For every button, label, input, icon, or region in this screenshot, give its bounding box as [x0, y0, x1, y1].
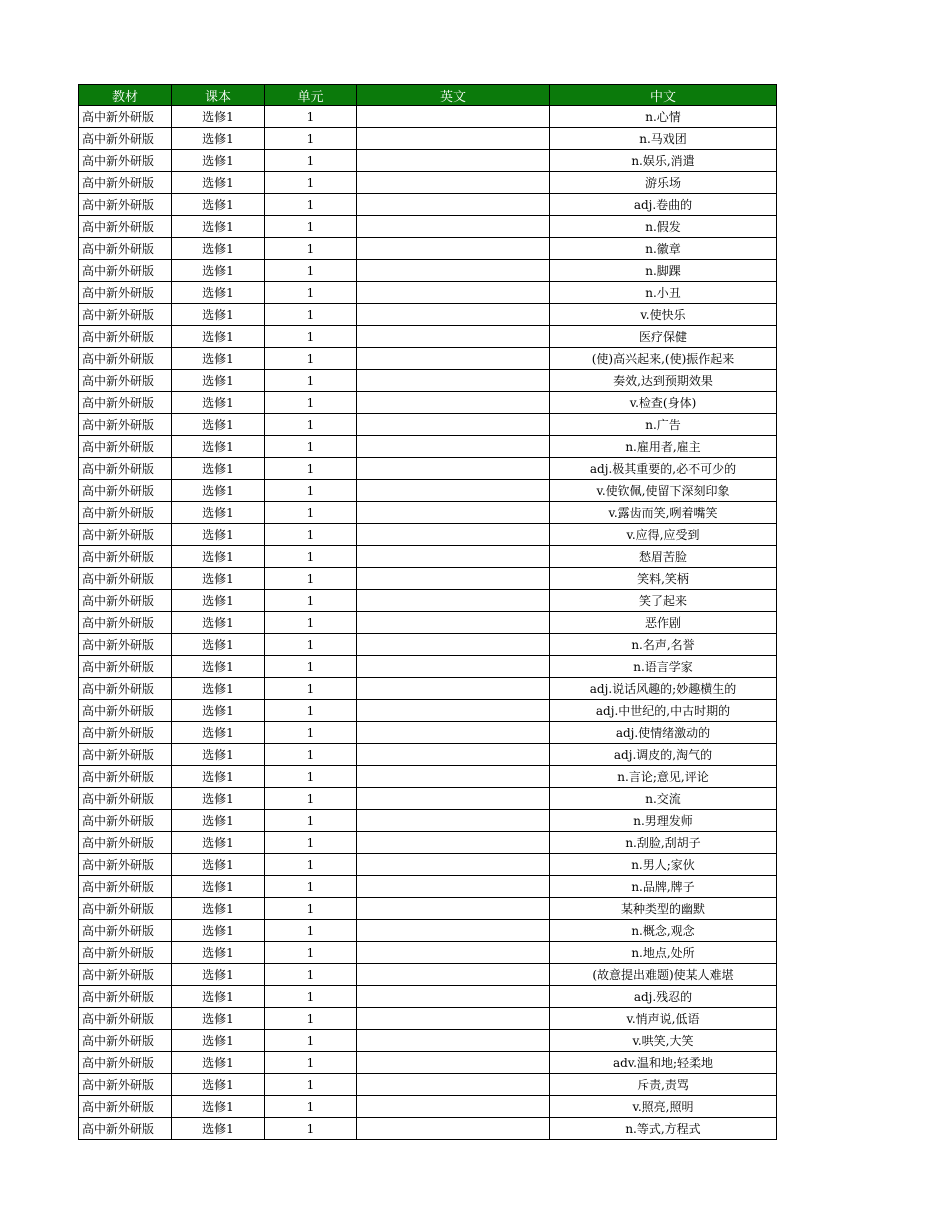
table-row [79, 502, 777, 524]
textbook-cell: 高中新外研版 [79, 942, 172, 964]
chinese-cell: 某种类型的幽默 [550, 898, 777, 920]
table-row [79, 194, 777, 216]
book-cell: 选修1 [172, 964, 265, 986]
unit-cell: 1 [265, 810, 357, 832]
textbook-cell: 高中新外研版 [79, 502, 172, 524]
book-cell: 选修1 [172, 920, 265, 942]
table-row [79, 876, 777, 898]
book-cell: 选修1 [172, 304, 265, 326]
chinese-cell: adj.说话风趣的;妙趣横生的 [550, 678, 777, 700]
textbook-cell: 高中新外研版 [79, 810, 172, 832]
english-cell [357, 282, 550, 304]
vocabulary-table [78, 84, 777, 1140]
table-row [79, 216, 777, 238]
chinese-cell: n.小丑 [550, 282, 777, 304]
textbook-cell: 高中新外研版 [79, 722, 172, 744]
chinese-cell: n.名声,名誉 [550, 634, 777, 656]
english-cell [357, 1008, 550, 1030]
book-cell: 选修1 [172, 216, 265, 238]
textbook-cell: 高中新外研版 [79, 414, 172, 436]
unit-cell: 1 [265, 1096, 357, 1118]
table-row [79, 282, 777, 304]
header-english: 英文 [357, 85, 550, 106]
textbook-cell: 高中新外研版 [79, 876, 172, 898]
table-row [79, 1030, 777, 1052]
chinese-cell: n.刮脸,刮胡子 [550, 832, 777, 854]
book-cell: 选修1 [172, 502, 265, 524]
english-cell [357, 106, 550, 128]
table-row [79, 304, 777, 326]
table-row [79, 1096, 777, 1118]
chinese-cell: adj.使情绪激动的 [550, 722, 777, 744]
unit-cell: 1 [265, 150, 357, 172]
unit-cell: 1 [265, 722, 357, 744]
table-row [79, 524, 777, 546]
chinese-cell: n.娱乐,消遣 [550, 150, 777, 172]
textbook-cell: 高中新外研版 [79, 986, 172, 1008]
chinese-cell: n.地点,处所 [550, 942, 777, 964]
textbook-cell: 高中新外研版 [79, 304, 172, 326]
unit-cell: 1 [265, 1074, 357, 1096]
header-book: 课本 [172, 85, 265, 106]
unit-cell: 1 [265, 260, 357, 282]
textbook-cell: 高中新外研版 [79, 568, 172, 590]
table-row [79, 722, 777, 744]
header-unit: 单元 [265, 85, 357, 106]
table-row [79, 128, 777, 150]
textbook-cell: 高中新外研版 [79, 392, 172, 414]
english-cell [357, 1096, 550, 1118]
chinese-cell: n.概念,观念 [550, 920, 777, 942]
table-row [79, 656, 777, 678]
book-cell: 选修1 [172, 854, 265, 876]
book-cell: 选修1 [172, 128, 265, 150]
textbook-cell: 高中新外研版 [79, 524, 172, 546]
table-row [79, 370, 777, 392]
book-cell: 选修1 [172, 810, 265, 832]
chinese-cell: v.悄声说,低语 [550, 1008, 777, 1030]
english-cell [357, 700, 550, 722]
table-row [79, 1118, 777, 1140]
book-cell: 选修1 [172, 436, 265, 458]
book-cell: 选修1 [172, 656, 265, 678]
book-cell: 选修1 [172, 480, 265, 502]
textbook-cell: 高中新外研版 [79, 436, 172, 458]
book-cell: 选修1 [172, 678, 265, 700]
unit-cell: 1 [265, 546, 357, 568]
book-cell: 选修1 [172, 1118, 265, 1140]
book-cell: 选修1 [172, 1052, 265, 1074]
textbook-cell: 高中新外研版 [79, 766, 172, 788]
unit-cell: 1 [265, 920, 357, 942]
book-cell: 选修1 [172, 898, 265, 920]
chinese-cell: 笑料,笑柄 [550, 568, 777, 590]
table-row [79, 788, 777, 810]
english-cell [357, 458, 550, 480]
book-cell: 选修1 [172, 238, 265, 260]
book-cell: 选修1 [172, 172, 265, 194]
unit-cell: 1 [265, 392, 357, 414]
unit-cell: 1 [265, 590, 357, 612]
chinese-cell: n.男理发师 [550, 810, 777, 832]
chinese-cell: (故意提出难题)使某人难堪 [550, 964, 777, 986]
unit-cell: 1 [265, 106, 357, 128]
english-cell [357, 942, 550, 964]
book-cell: 选修1 [172, 942, 265, 964]
english-cell [357, 172, 550, 194]
unit-cell: 1 [265, 304, 357, 326]
textbook-cell: 高中新外研版 [79, 964, 172, 986]
textbook-cell: 高中新外研版 [79, 700, 172, 722]
textbook-cell: 高中新外研版 [79, 216, 172, 238]
textbook-cell: 高中新外研版 [79, 150, 172, 172]
table-row [79, 766, 777, 788]
english-cell [357, 1118, 550, 1140]
table-row [79, 634, 777, 656]
table-row [79, 568, 777, 590]
english-cell [357, 150, 550, 172]
table-row [79, 612, 777, 634]
textbook-cell: 高中新外研版 [79, 634, 172, 656]
chinese-cell: n.心情 [550, 106, 777, 128]
table-body [79, 106, 777, 1140]
book-cell: 选修1 [172, 832, 265, 854]
unit-cell: 1 [265, 370, 357, 392]
unit-cell: 1 [265, 612, 357, 634]
chinese-cell: 笑了起来 [550, 590, 777, 612]
textbook-cell: 高中新外研版 [79, 744, 172, 766]
english-cell [357, 194, 550, 216]
chinese-cell: n.广告 [550, 414, 777, 436]
chinese-cell: 医疗保健 [550, 326, 777, 348]
unit-cell: 1 [265, 788, 357, 810]
book-cell: 选修1 [172, 1074, 265, 1096]
textbook-cell: 高中新外研版 [79, 1030, 172, 1052]
textbook-cell: 高中新外研版 [79, 546, 172, 568]
chinese-cell: adv.温和地;轻柔地 [550, 1052, 777, 1074]
book-cell: 选修1 [172, 546, 265, 568]
chinese-cell: v.哄笑,大笑 [550, 1030, 777, 1052]
book-cell: 选修1 [172, 150, 265, 172]
book-cell: 选修1 [172, 1008, 265, 1030]
english-cell [357, 260, 550, 282]
unit-cell: 1 [265, 678, 357, 700]
unit-cell: 1 [265, 128, 357, 150]
book-cell: 选修1 [172, 260, 265, 282]
table-row [79, 546, 777, 568]
book-cell: 选修1 [172, 766, 265, 788]
chinese-cell: v.应得,应受到 [550, 524, 777, 546]
chinese-cell: adj.残忍的 [550, 986, 777, 1008]
english-cell [357, 612, 550, 634]
table-row [79, 942, 777, 964]
english-cell [357, 128, 550, 150]
english-cell [357, 744, 550, 766]
book-cell: 选修1 [172, 700, 265, 722]
book-cell: 选修1 [172, 634, 265, 656]
table-row [79, 414, 777, 436]
unit-cell: 1 [265, 568, 357, 590]
unit-cell: 1 [265, 326, 357, 348]
unit-cell: 1 [265, 414, 357, 436]
table-row [79, 150, 777, 172]
english-cell [357, 392, 550, 414]
english-cell [357, 876, 550, 898]
table-row [79, 392, 777, 414]
english-cell [357, 348, 550, 370]
table-row [79, 986, 777, 1008]
book-cell: 选修1 [172, 392, 265, 414]
textbook-cell: 高中新外研版 [79, 1096, 172, 1118]
textbook-cell: 高中新外研版 [79, 788, 172, 810]
table-row [79, 1008, 777, 1030]
textbook-cell: 高中新外研版 [79, 238, 172, 260]
unit-cell: 1 [265, 854, 357, 876]
chinese-cell: v.照亮,照明 [550, 1096, 777, 1118]
english-cell [357, 1030, 550, 1052]
unit-cell: 1 [265, 986, 357, 1008]
unit-cell: 1 [265, 700, 357, 722]
header-textbook: 教材 [79, 85, 172, 106]
english-cell [357, 832, 550, 854]
unit-cell: 1 [265, 964, 357, 986]
english-cell [357, 898, 550, 920]
book-cell: 选修1 [172, 744, 265, 766]
english-cell [357, 502, 550, 524]
book-cell: 选修1 [172, 194, 265, 216]
textbook-cell: 高中新外研版 [79, 1052, 172, 1074]
chinese-cell: n.品牌,牌子 [550, 876, 777, 898]
chinese-cell: 游乐场 [550, 172, 777, 194]
chinese-cell: adj.调皮的,淘气的 [550, 744, 777, 766]
table-row [79, 810, 777, 832]
chinese-cell: v.检查(身体) [550, 392, 777, 414]
book-cell: 选修1 [172, 524, 265, 546]
textbook-cell: 高中新外研版 [79, 194, 172, 216]
table-row [79, 238, 777, 260]
english-cell [357, 986, 550, 1008]
english-cell [357, 370, 550, 392]
table-row [79, 744, 777, 766]
english-cell [357, 766, 550, 788]
english-cell [357, 810, 550, 832]
book-cell: 选修1 [172, 986, 265, 1008]
unit-cell: 1 [265, 348, 357, 370]
unit-cell: 1 [265, 480, 357, 502]
unit-cell: 1 [265, 1052, 357, 1074]
english-cell [357, 216, 550, 238]
textbook-cell: 高中新外研版 [79, 898, 172, 920]
chinese-cell: adj.中世纪的,中古时期的 [550, 700, 777, 722]
book-cell: 选修1 [172, 282, 265, 304]
unit-cell: 1 [265, 458, 357, 480]
english-cell [357, 634, 550, 656]
unit-cell: 1 [265, 832, 357, 854]
book-cell: 选修1 [172, 722, 265, 744]
english-cell [357, 590, 550, 612]
chinese-cell: v.露齿而笑,咧着嘴笑 [550, 502, 777, 524]
table-row [79, 480, 777, 502]
textbook-cell: 高中新外研版 [79, 1008, 172, 1030]
english-cell [357, 524, 550, 546]
unit-cell: 1 [265, 1118, 357, 1140]
chinese-cell: n.脚踝 [550, 260, 777, 282]
book-cell: 选修1 [172, 106, 265, 128]
textbook-cell: 高中新外研版 [79, 106, 172, 128]
table-row [79, 964, 777, 986]
book-cell: 选修1 [172, 876, 265, 898]
table-row [79, 348, 777, 370]
chinese-cell: (使)高兴起来,(使)振作起来 [550, 348, 777, 370]
unit-cell: 1 [265, 172, 357, 194]
book-cell: 选修1 [172, 458, 265, 480]
table-row [79, 458, 777, 480]
table-row [79, 172, 777, 194]
english-cell [357, 964, 550, 986]
table-row [79, 920, 777, 942]
textbook-cell: 高中新外研版 [79, 612, 172, 634]
header-chinese: 中文 [550, 85, 777, 106]
english-cell [357, 238, 550, 260]
book-cell: 选修1 [172, 348, 265, 370]
table-row [79, 854, 777, 876]
chinese-cell: n.马戏团 [550, 128, 777, 150]
book-cell: 选修1 [172, 1096, 265, 1118]
unit-cell: 1 [265, 216, 357, 238]
english-cell [357, 722, 550, 744]
english-cell [357, 1074, 550, 1096]
chinese-cell: n.男人;家伙 [550, 854, 777, 876]
unit-cell: 1 [265, 1030, 357, 1052]
book-cell: 选修1 [172, 612, 265, 634]
english-cell [357, 326, 550, 348]
chinese-cell: adj.极其重要的,必不可少的 [550, 458, 777, 480]
unit-cell: 1 [265, 898, 357, 920]
english-cell [357, 788, 550, 810]
textbook-cell: 高中新外研版 [79, 458, 172, 480]
chinese-cell: 斥责,责骂 [550, 1074, 777, 1096]
table-row [79, 700, 777, 722]
textbook-cell: 高中新外研版 [79, 1074, 172, 1096]
table-row [79, 678, 777, 700]
chinese-cell: n.等式,方程式 [550, 1118, 777, 1140]
table-row [79, 436, 777, 458]
english-cell [357, 568, 550, 590]
textbook-cell: 高中新外研版 [79, 282, 172, 304]
table-row [79, 898, 777, 920]
unit-cell: 1 [265, 744, 357, 766]
chinese-cell: 奏效,达到预期效果 [550, 370, 777, 392]
textbook-cell: 高中新外研版 [79, 370, 172, 392]
header-row [79, 85, 777, 106]
chinese-cell: v.使钦佩,使留下深刻印象 [550, 480, 777, 502]
textbook-cell: 高中新外研版 [79, 128, 172, 150]
chinese-cell: v.使快乐 [550, 304, 777, 326]
unit-cell: 1 [265, 524, 357, 546]
chinese-cell: n.徽章 [550, 238, 777, 260]
unit-cell: 1 [265, 656, 357, 678]
table-row [79, 260, 777, 282]
textbook-cell: 高中新外研版 [79, 590, 172, 612]
chinese-cell: n.言论;意见,评论 [550, 766, 777, 788]
textbook-cell: 高中新外研版 [79, 832, 172, 854]
chinese-cell: n.语言学家 [550, 656, 777, 678]
chinese-cell: n.假发 [550, 216, 777, 238]
english-cell [357, 656, 550, 678]
english-cell [357, 436, 550, 458]
unit-cell: 1 [265, 766, 357, 788]
english-cell [357, 414, 550, 436]
chinese-cell: n.雇用者,雇主 [550, 436, 777, 458]
textbook-cell: 高中新外研版 [79, 348, 172, 370]
book-cell: 选修1 [172, 414, 265, 436]
book-cell: 选修1 [172, 370, 265, 392]
textbook-cell: 高中新外研版 [79, 260, 172, 282]
chinese-cell: 愁眉苦脸 [550, 546, 777, 568]
textbook-cell: 高中新外研版 [79, 326, 172, 348]
table-row [79, 1074, 777, 1096]
book-cell: 选修1 [172, 1030, 265, 1052]
book-cell: 选修1 [172, 568, 265, 590]
unit-cell: 1 [265, 1008, 357, 1030]
unit-cell: 1 [265, 436, 357, 458]
english-cell [357, 854, 550, 876]
chinese-cell: adj.卷曲的 [550, 194, 777, 216]
textbook-cell: 高中新外研版 [79, 854, 172, 876]
textbook-cell: 高中新外研版 [79, 172, 172, 194]
unit-cell: 1 [265, 194, 357, 216]
textbook-cell: 高中新外研版 [79, 1118, 172, 1140]
book-cell: 选修1 [172, 788, 265, 810]
table-row [79, 590, 777, 612]
unit-cell: 1 [265, 876, 357, 898]
table-row [79, 1052, 777, 1074]
english-cell [357, 480, 550, 502]
book-cell: 选修1 [172, 326, 265, 348]
textbook-cell: 高中新外研版 [79, 656, 172, 678]
chinese-cell: 恶作剧 [550, 612, 777, 634]
unit-cell: 1 [265, 282, 357, 304]
textbook-cell: 高中新外研版 [79, 678, 172, 700]
textbook-cell: 高中新外研版 [79, 480, 172, 502]
unit-cell: 1 [265, 634, 357, 656]
english-cell [357, 304, 550, 326]
table-row [79, 832, 777, 854]
unit-cell: 1 [265, 502, 357, 524]
table-row [79, 106, 777, 128]
table-row [79, 326, 777, 348]
textbook-cell: 高中新外研版 [79, 920, 172, 942]
english-cell [357, 920, 550, 942]
chinese-cell: n.交流 [550, 788, 777, 810]
english-cell [357, 1052, 550, 1074]
unit-cell: 1 [265, 238, 357, 260]
english-cell [357, 546, 550, 568]
english-cell [357, 678, 550, 700]
book-cell: 选修1 [172, 590, 265, 612]
unit-cell: 1 [265, 942, 357, 964]
